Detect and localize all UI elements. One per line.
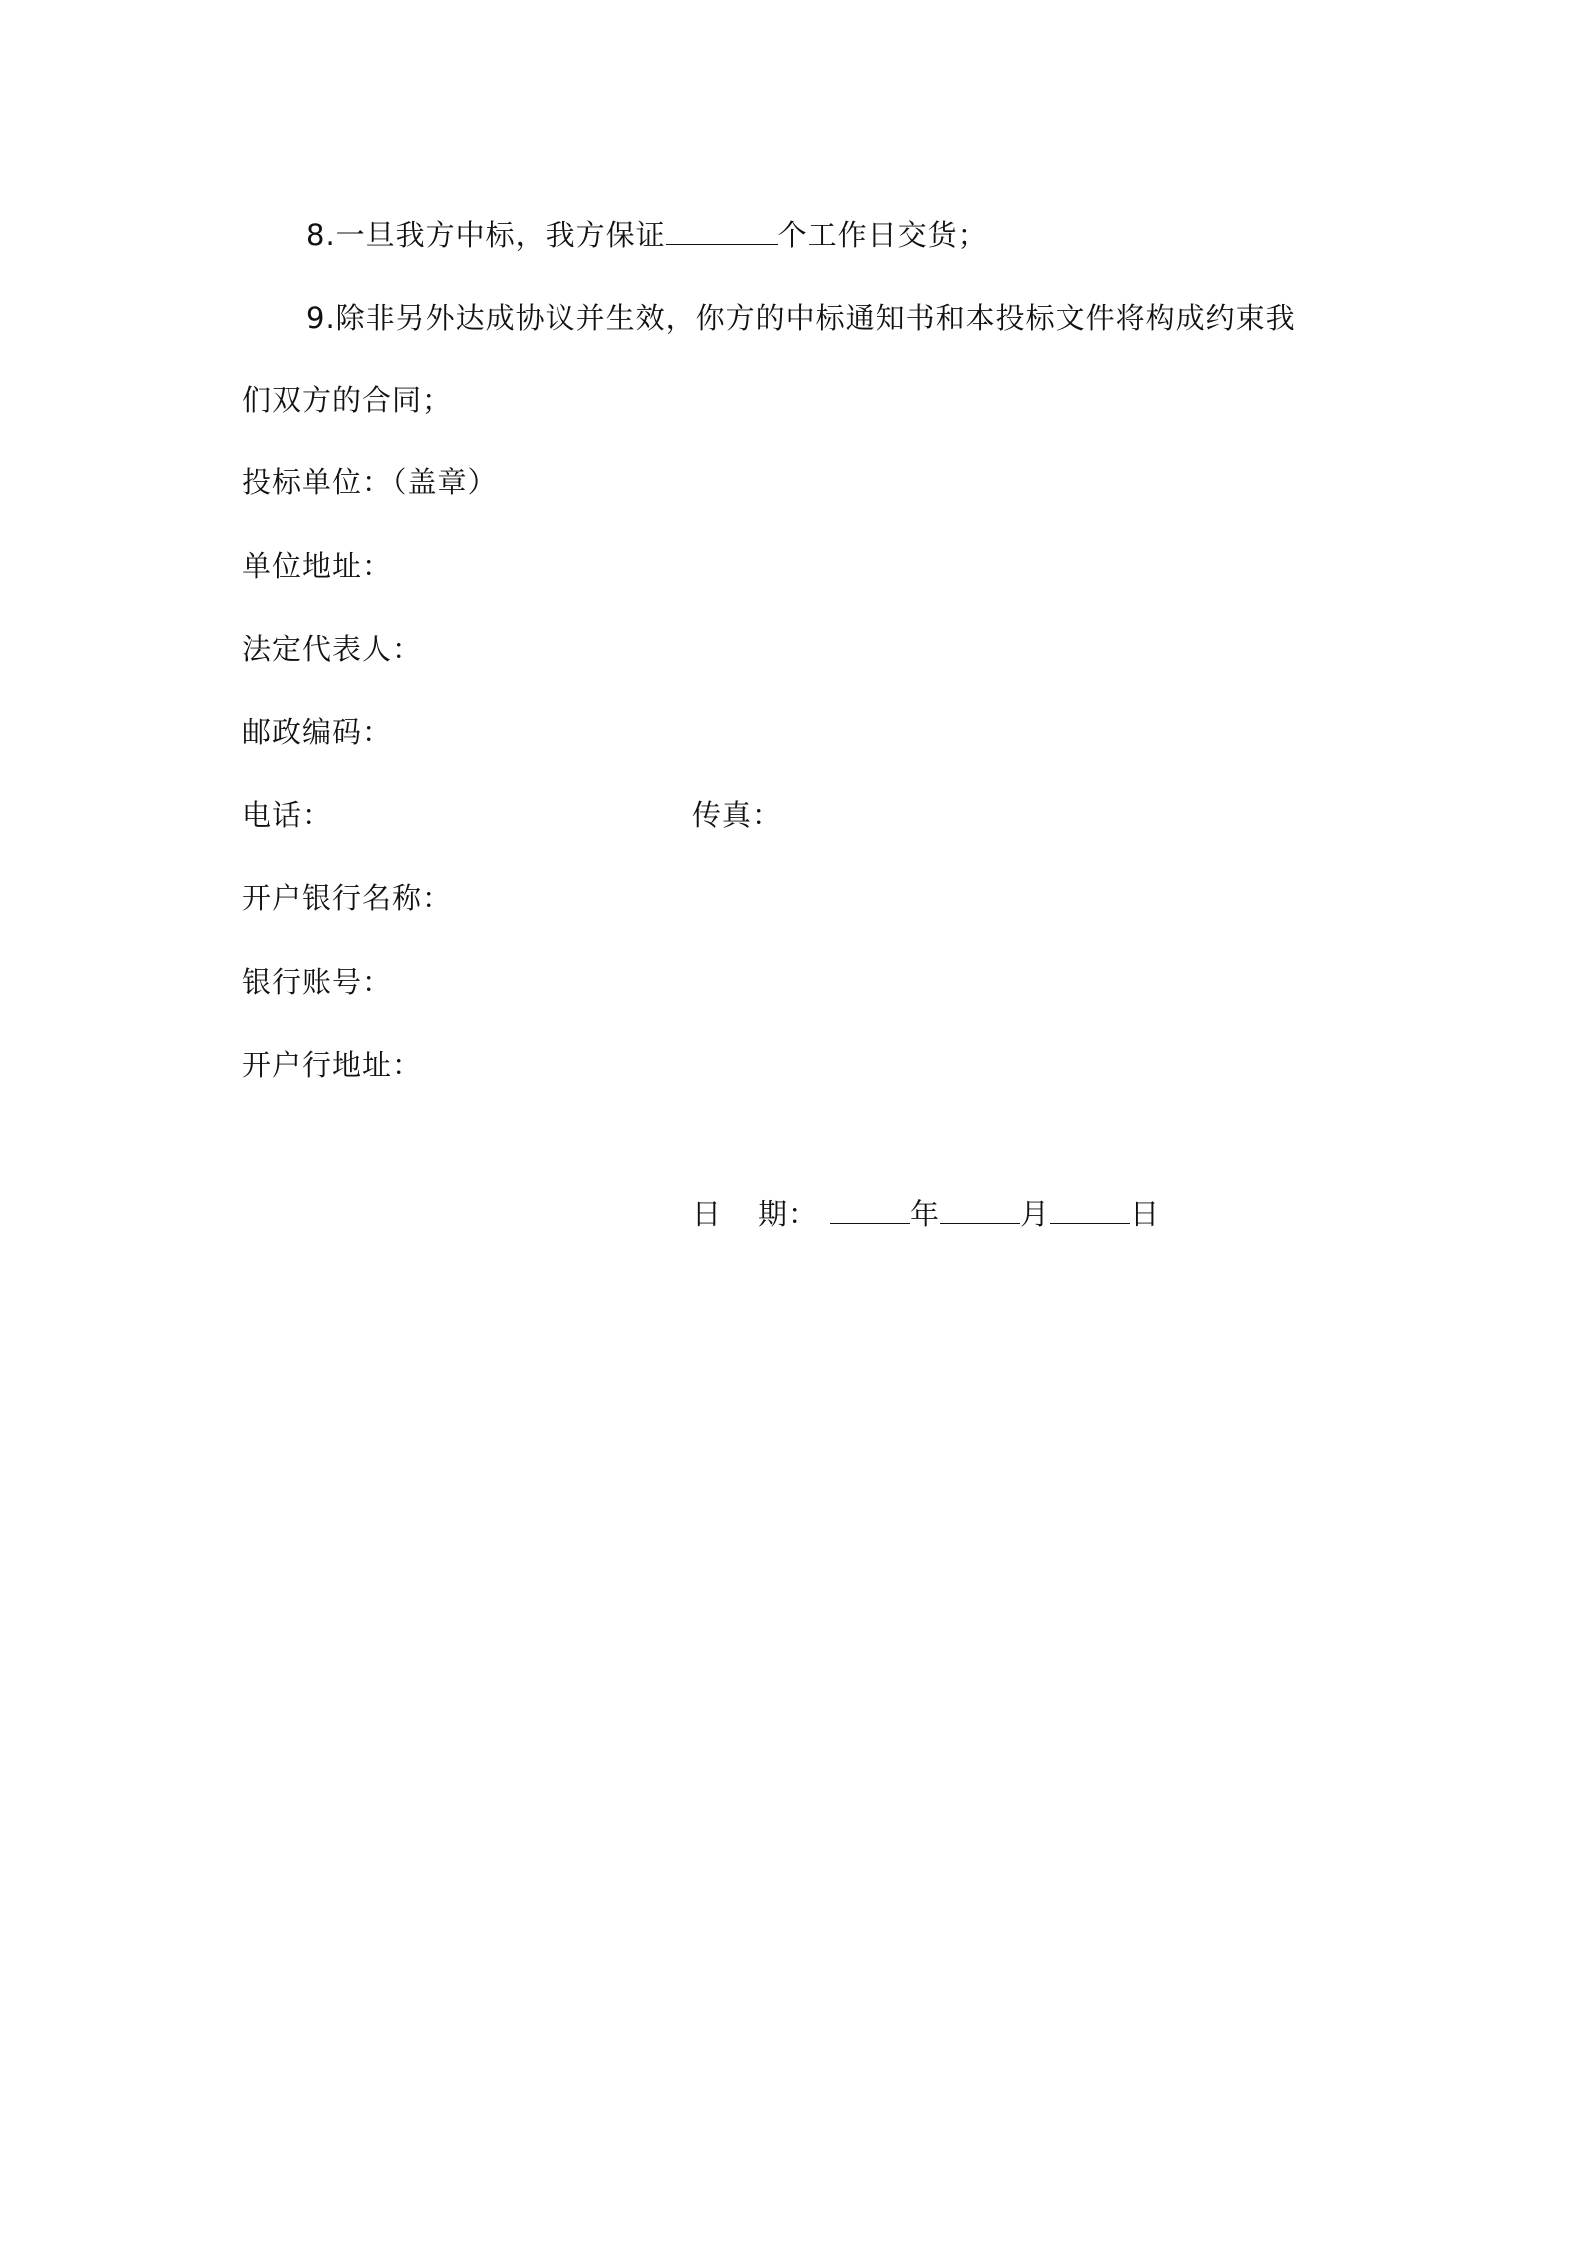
address-field-label: 单位地址： (242, 549, 393, 583)
clause-9-line-1: 9.除非另外达成协议并生效，你方的中标通知书和本投标文件将构成约束我 (306, 301, 1296, 335)
day-blank (1050, 1193, 1130, 1224)
bank-name-field-label: 开户银行名称： (242, 881, 453, 915)
date-line (692, 1193, 1160, 1234)
month-label: 月 (1020, 1197, 1051, 1231)
postcode-field-label: 邮政编码： (242, 715, 393, 749)
legal-rep-field-label: 法定代表人： (242, 632, 423, 666)
month-blank (940, 1193, 1020, 1224)
fax-field-label: 传真： (692, 798, 783, 832)
clause-8 (306, 214, 988, 255)
delivery-days-blank (666, 214, 778, 245)
year-blank (830, 1193, 910, 1224)
bank-address-field-label: 开户行地址： (242, 1048, 423, 1082)
year-label: 年 (910, 1197, 941, 1231)
date-label-period: 期： (758, 1197, 819, 1231)
bidder-field-label: 投标单位：（盖章） (242, 465, 498, 499)
clause-9-line-2: 们双方的合同； (242, 383, 453, 417)
date-label-day: 日 (692, 1197, 723, 1231)
phone-field-label: 电话： (242, 798, 333, 832)
bank-account-field-label: 银行账号： (242, 965, 393, 999)
day-label: 日 (1130, 1197, 1161, 1231)
clause-8-text-end: 个工作日交货； (777, 218, 988, 252)
clause-8-text-start: 8.一旦我方中标，我方保证 (306, 218, 666, 252)
